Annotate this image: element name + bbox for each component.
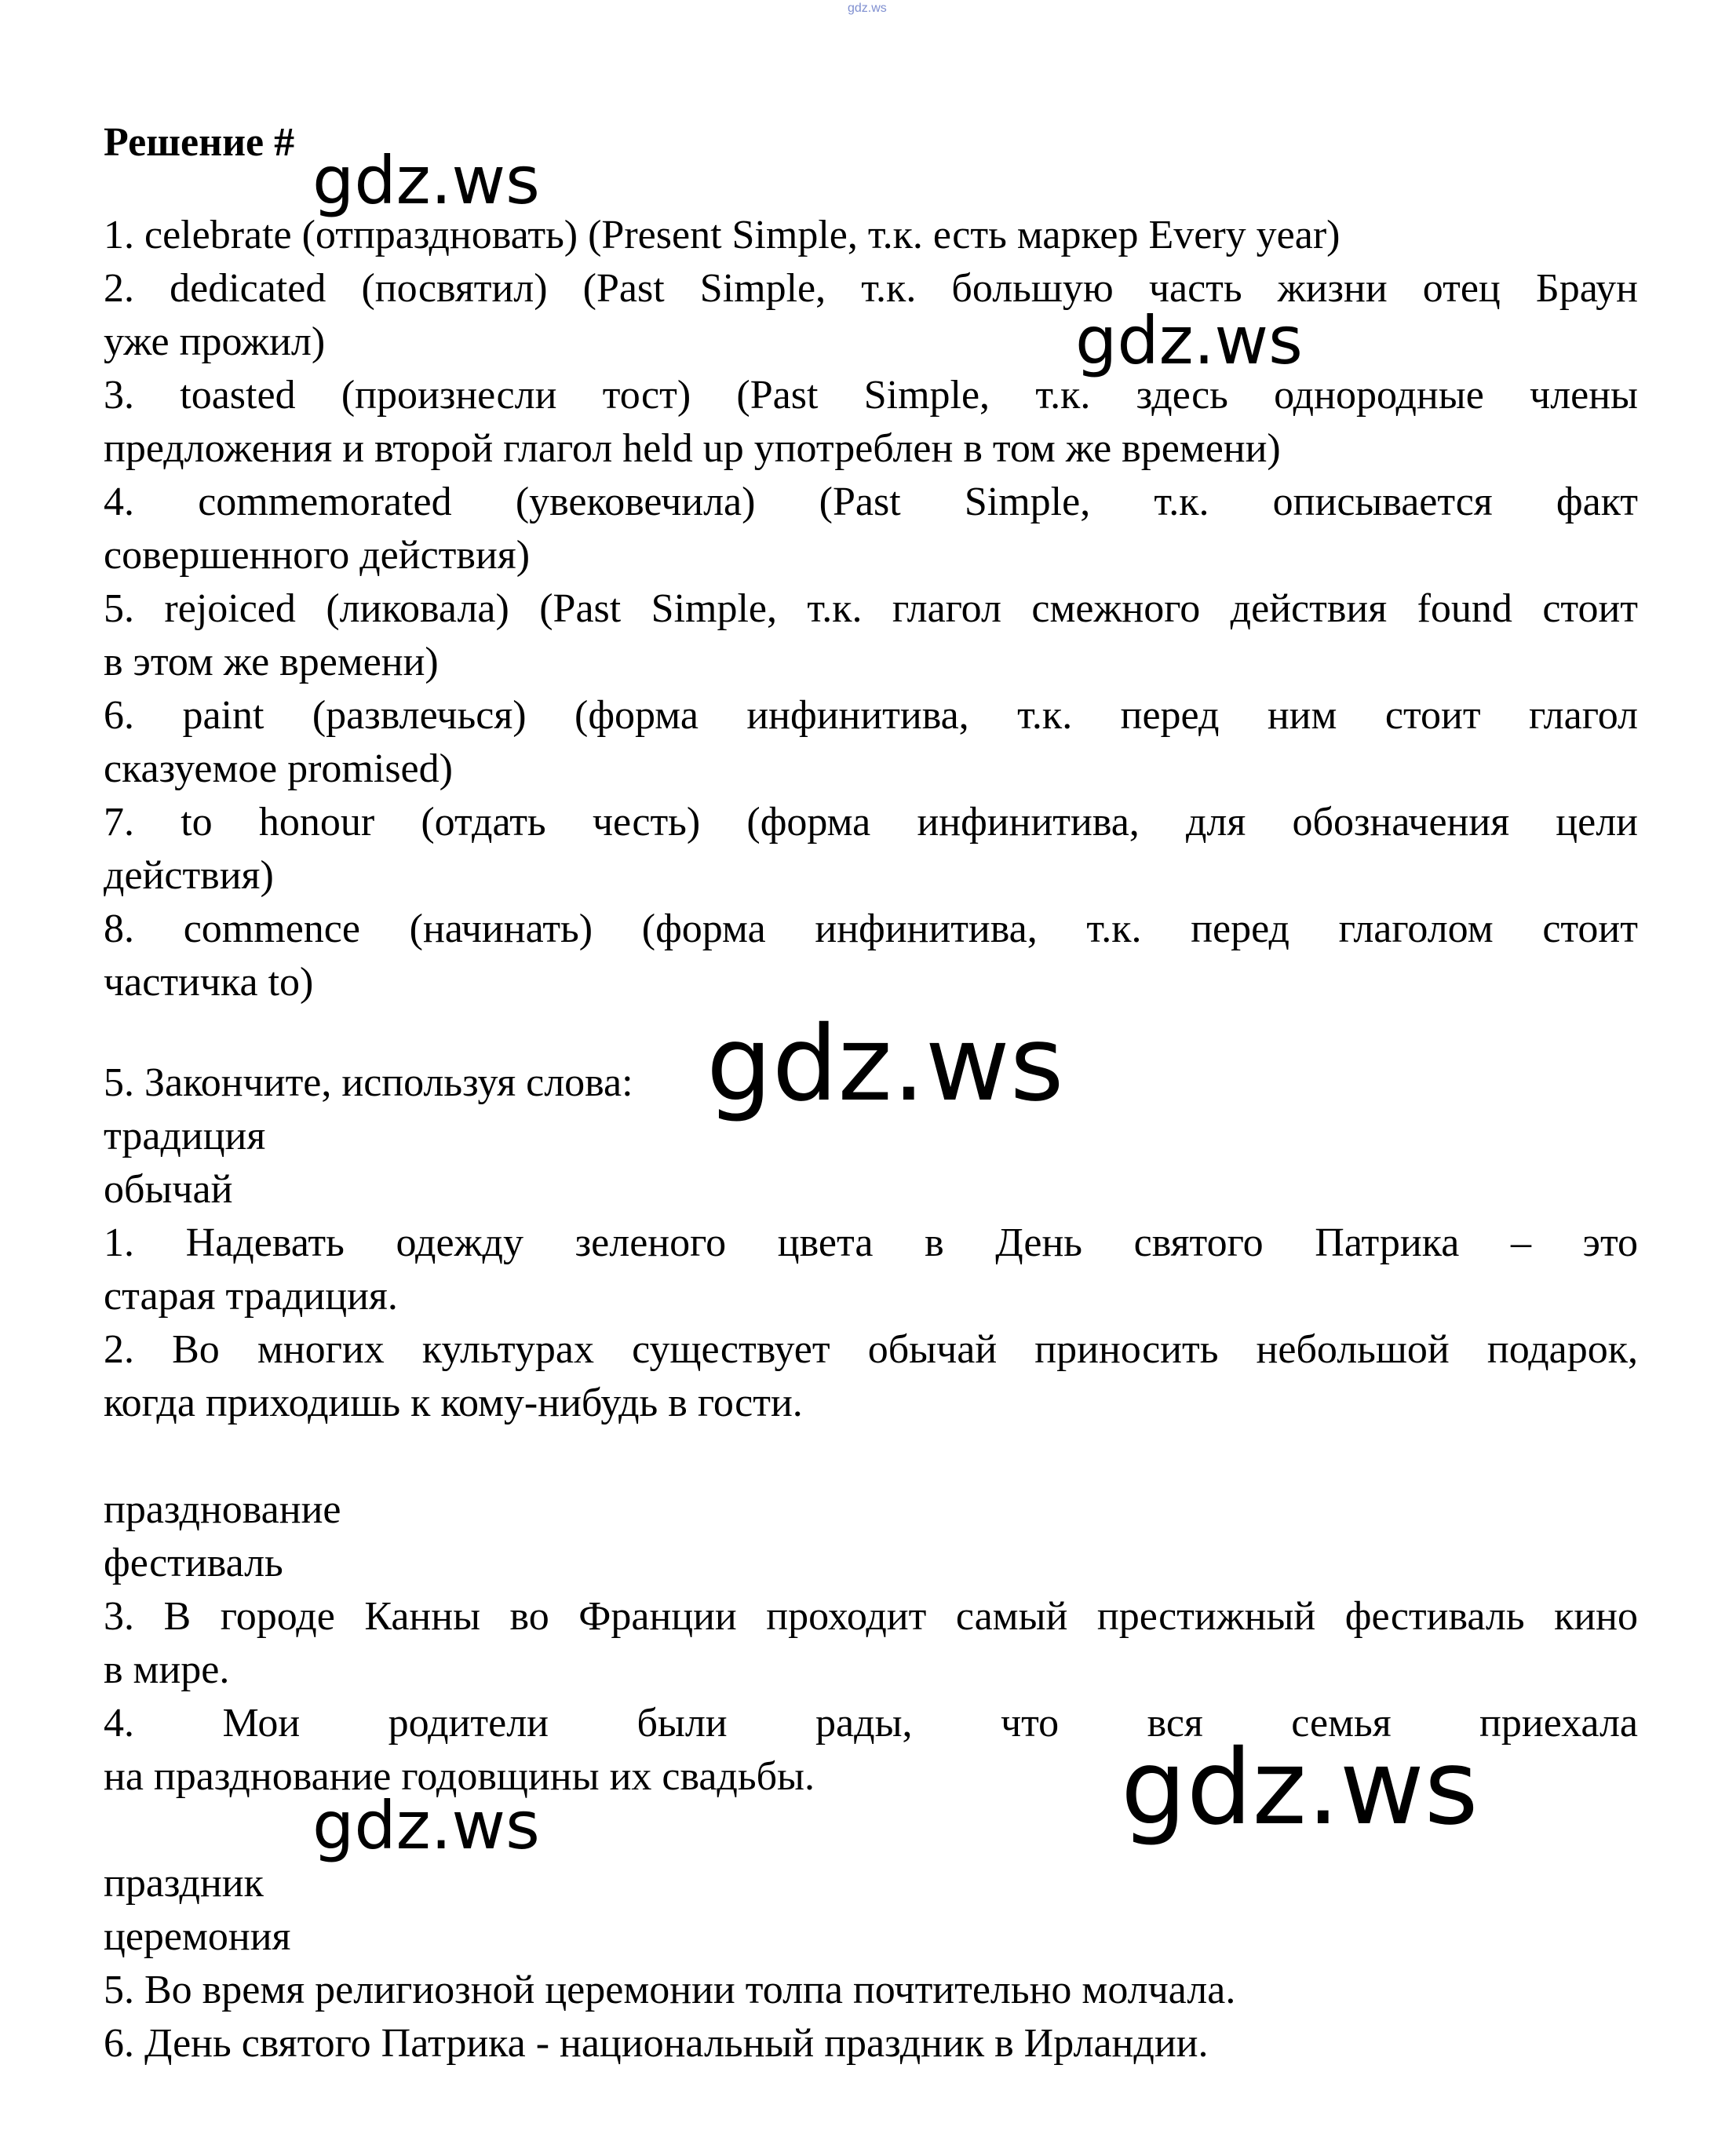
answer-line: частичка to) [104, 960, 314, 1005]
top-site-tag: gdz.ws [848, 2, 887, 15]
answer-line: 8. commence (начинать) (форма инфинитива, т.к. перед глаголом стоит [104, 907, 1638, 951]
word-item: фестиваль [104, 1541, 283, 1585]
answer-line: уже прожил) [104, 319, 326, 364]
answer-line: действия) [104, 853, 274, 898]
answer-line: 6. paint (развлечься) (форма инфинитива, т.к. перед ним стоит глагол [104, 693, 1638, 738]
sentence-line: 5. Во время религиозной церемонии толпа почтительно молчала. [104, 1968, 1236, 2012]
answer-line: совершенного действия) [104, 533, 531, 578]
answer-line: 7. to honour (отдать честь) (форма инфинитива, для обозначения цели [104, 800, 1638, 845]
answer-line: предложения и второй глагол held up употреблен в том же времени) [104, 426, 1281, 471]
sentence-line: 4. Мои родители были рады, что вся семья приехала [104, 1701, 1638, 1746]
sentence-line: в мире. [104, 1647, 230, 1692]
task-title: 5. Закончите, используя слова: [104, 1060, 633, 1105]
sentence-line: 2. Во многих культурах существует обычай приносить небольшой подарок, [104, 1327, 1638, 1372]
word-item: празднование [104, 1487, 341, 1532]
answer-line: 2. dedicated (посвятил) (Past Simple, т.к. большую часть жизни отец Браун [104, 266, 1638, 311]
sentence-line: 3. В городе Канны во Франции проходит самый престижный фестиваль кино [104, 1594, 1638, 1639]
sentence-line: старая традиция. [104, 1274, 398, 1319]
solution-heading: Решение # [104, 120, 295, 165]
watermark-logo: gdz.ws [312, 1787, 540, 1864]
answer-line: сказуемое promised) [104, 746, 453, 791]
word-item: традиция [104, 1114, 266, 1158]
word-item: церемония [104, 1914, 291, 1959]
watermark-logo: gdz.ws [312, 142, 540, 219]
word-item: праздник [104, 1861, 264, 1906]
sentence-line: когда приходишь к кому-нибудь в гости. [104, 1381, 803, 1425]
word-item: обычай [104, 1167, 233, 1212]
answer-line: 4. commemorated (увековечила) (Past Simple, т.к. описывается факт [104, 480, 1638, 524]
sentence-line: 1. Надевать одежду зеленого цвета в День святого Патрика – это [104, 1220, 1638, 1265]
sentence-line: на празднование годовщины их свадьбы. [104, 1754, 815, 1799]
watermark-logo: gdz.ws [1121, 1727, 1479, 1848]
answer-line: 3. toasted (произнесли тост) (Past Simple, т.к. здесь однородные члены [104, 373, 1638, 418]
answer-line: в этом же времени) [104, 640, 439, 684]
answer-line: 1. celebrate (отпраздновать) (Present Simple, т.к. есть маркер Every year) [104, 213, 1341, 257]
answer-line: 5. rejoiced (ликовала) (Past Simple, т.к. глагол смежного действия found стоит [104, 586, 1638, 631]
watermark-logo: gdz.ws [706, 1004, 1064, 1125]
watermark-logo: gdz.ws [1075, 302, 1303, 379]
sentence-line: 6. День святого Патрика - национальный праздник в Ирландии. [104, 2021, 1209, 2066]
